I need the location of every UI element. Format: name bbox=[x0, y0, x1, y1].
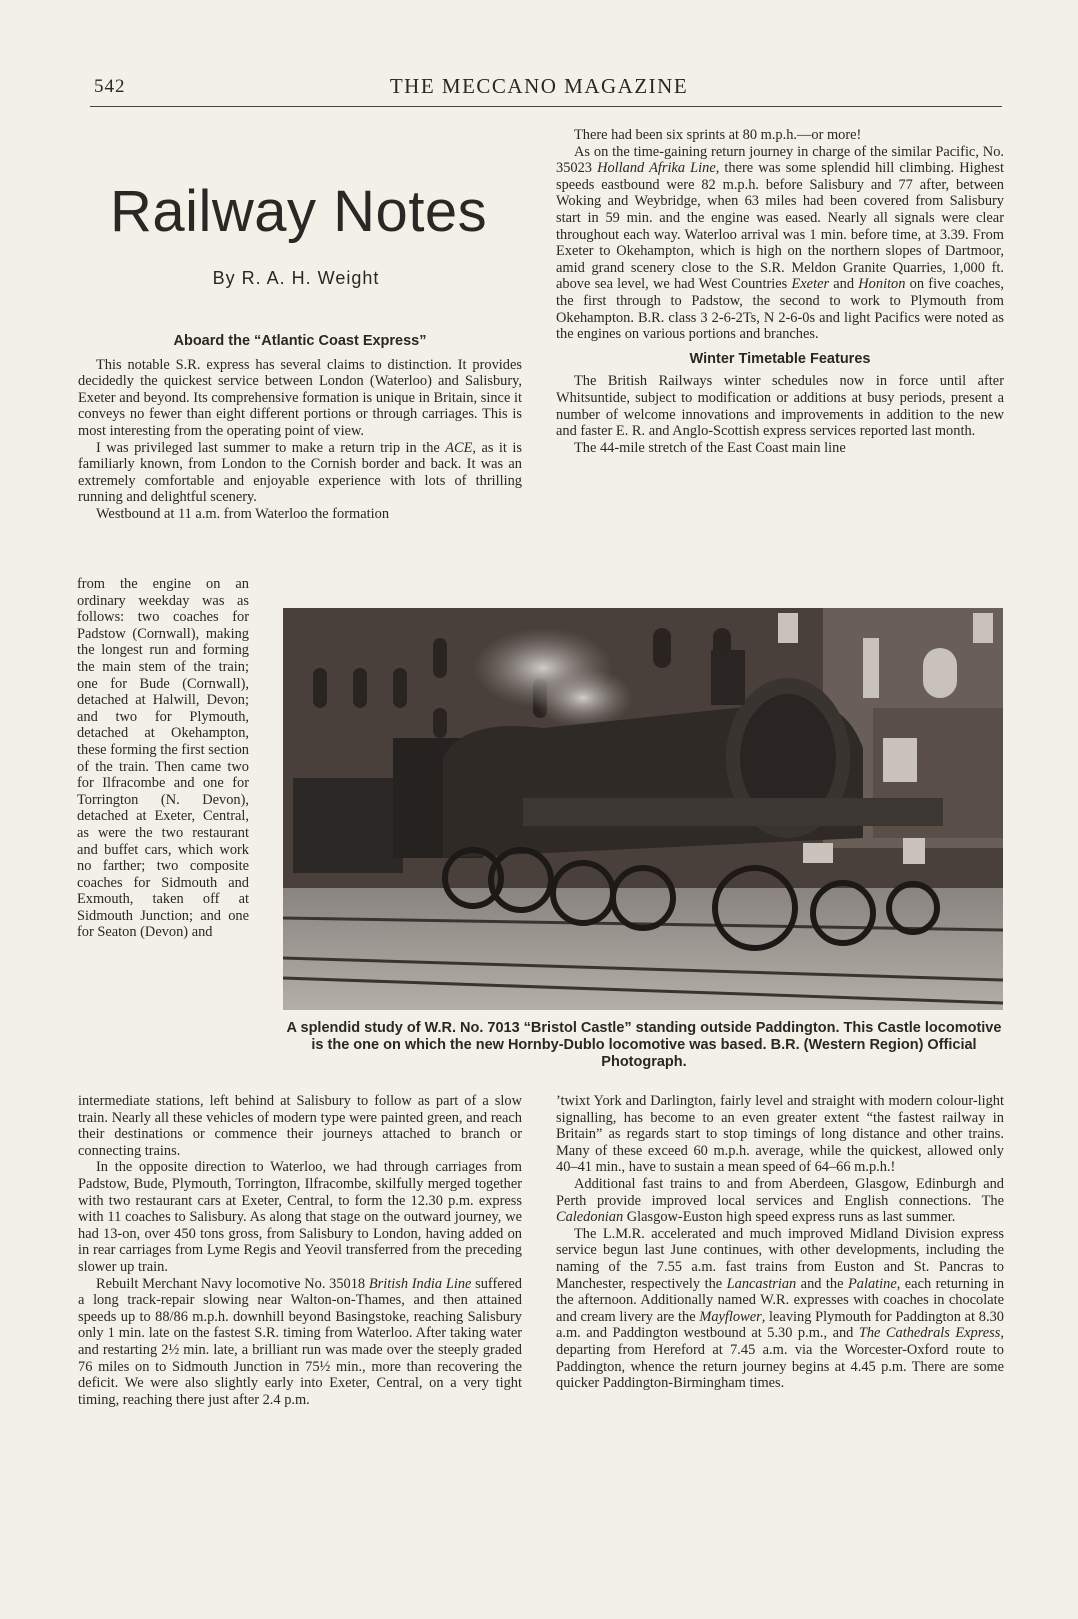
left-column-bottom bbox=[78, 1093, 522, 1408]
subhead-winter-timetable: Winter Timetable Features bbox=[689, 350, 871, 367]
bristol-castle-locomotive-image bbox=[283, 608, 1003, 1010]
photo-caption: A splendid study of W.R. No. 7013 “Bristol Castle” standing outside Paddington. This Castle locomotive is the one on which the new Hornby-Dublo locomotive was based. B.R. (Western Region) Official Photograph. bbox=[286, 1020, 1002, 1070]
paragraph: Additional fast trains to and from Aberdeen, Glasgow, Edinburgh and Perth provide improved local services and English connections. The Caledonian Glasgow-Euston high speed express runs as last summer. bbox=[556, 1175, 1004, 1226]
paragraph: The 44-mile stretch of the East Coast main line bbox=[574, 439, 846, 456]
paragraph: I was privileged last summer to make a return trip in the ACE, as it is familiarly known, from London to the Cornish border and back. It was an extremely comfortable and enjoyable experience with lots of thrilling running and delightful scenery. bbox=[78, 439, 522, 506]
locomotive-photo bbox=[283, 608, 1003, 1010]
right-column-bottom bbox=[556, 1093, 1004, 1392]
paragraph: Rebuilt Merchant Navy locomotive No. 35018 British India Line suffered a long track-repair slowing near Walton-on-Thames, and then attained speeds up to 88/86 m.p.h. downhill beyond Basingstoke, reaching Salisbury only 1 min. late on the fastest S.R. timing from Waterloo. After taking water and restarting 2½ min. late, a brilliant run was made over the steeply graded 76 miles on to Sidmouth Junction in 75½ min., more than recovering the deficit. We were also slightly early into Exeter, Central, on a very tight timing, reaching there just after 2.4 p.m. bbox=[78, 1275, 522, 1408]
header-rule bbox=[90, 106, 1002, 107]
article-byline: By R. A. H. Weight bbox=[212, 268, 380, 288]
paragraph: This notable S.R. express has several claims to distinction. It provides decidedly the quickest service between London (Waterloo) and Salisbury, Exeter and beyond. Its comprehensive formation is unique in Britain, since it conveys no fewer than eight different portions or through carriages. This is most interesting from the operating point of view. bbox=[78, 356, 522, 439]
paragraph: intermediate stations, left behind at Salisbury to follow as part of a slow train. Nearly all these vehicles of modern type were painted green, and reach their destinations or commence their journeys attached to branch or connecting trains. bbox=[78, 1093, 522, 1159]
magazine-title: THE MECCANO MAGAZINE bbox=[389, 74, 689, 98]
paragraph: Westbound at 11 a.m. from Waterloo the formation bbox=[96, 505, 390, 522]
narrow-text-beside-photo: from the engine on an ordinary weekday was as follows: two coaches for Padstow (Cornwall), making the longest run and forming the main stem of the train; one for Bude (Cornwall), detached at Halwill, Devon; and two for Plymouth, detached at Okehampton, these forming the first section of the train. Then came two for Ilfracombe and one for Torrington (N. Devon), detached at Exeter, Central, as were the two restaurant and buffet cars, which work no farther; two composite coaches for Sidmouth and Exmouth, taken off at Sidmouth Junction; and one for Seaton (Devon) and bbox=[77, 576, 249, 941]
subhead-atlantic-coast-express: Aboard the “Atlantic Coast Express” bbox=[173, 333, 427, 349]
article-title: Railway Notes bbox=[110, 179, 488, 244]
paragraph: As on the time-gaining return journey in charge of the similar Pacific, No. 35023 Holland Afrika Line, there was some splendid hill climbing. Highest speeds eastbound were 82 m.p.h. before Salisbury and 77 after, between Woking and Weybridge, when 63 miles had been covered from Salisbury start in 59 min. and the engine was eased. Nearly all signals were clear throughout each way. Waterloo arrival was 1 min. before time, at 3.39. From Exeter to Okehampton, which is high on the northern slopes of Dartmoor, amid grand scenery close to the S.R. Meldon Granite Quarries, 1,000 ft. above sea level, we had West Countries Exeter and Honiton on five coaches, the first through to Padstow, the second to work to Plymouth from Okehampton. B.R. class 3 2-6-2Ts, N 2-6-0s and light Pacifics were noted as the engines on various portions and branches. bbox=[556, 143, 1005, 343]
page-number: 542 bbox=[94, 76, 126, 97]
paragraph: The L.M.R. accelerated and much improved Midland Division express service begun last June continues, with other developments, including the naming of the 7.55 a.m. fast trains from Euston and St. Pancras to Manchester, respectively the Lancastrian and the Palatine, each returning in the afternoon. Additionally named W.R. expresses with coaches in chocolate and cream livery are the Mayflower, leaving Plymouth for Paddington at 8.30 a.m. and Paddington westbound at 5.30 p.m., and The Cathedrals Express, departing from Hereford at 7.45 a.m. via the Worcester-Oxford route to Paddington, whence the return journey begins at 4.45 p.m. There are some quicker Paddington-Birmingham times. bbox=[556, 1225, 1005, 1392]
paragraph: There had been six sprints at 80 m.p.h.—or more! bbox=[574, 127, 862, 143]
paragraph: ’twixt York and Darlington, fairly level and straight with modern colour-light signalling, has become to an even greater extent “the fastest railway in Britain” as regards start to stop timings of long distance and other trains. Many of these exceed 60 m.p.h. average, while the quickest, allowed only 40–41 min., have to sustain a mean speed of 64–66 m.p.h.! bbox=[556, 1093, 1004, 1176]
left-column-top bbox=[78, 333, 522, 523]
right-column-top bbox=[556, 127, 1004, 456]
paragraph: The British Railways winter schedules now in force until after Whitsuntide, subject to modification or additions at busy periods, present a number of welcome innovations and improvements in addition to the new and faster E. R. and Anglo-Scottish express services reported last month. bbox=[556, 373, 1004, 440]
paragraph: In the opposite direction to Waterloo, we had through carriages from Padstow, Bude, Plymouth, Torrington, Ilfracombe, skilfully merged together with two restaurant cars at Exeter, Central, to form the 12.30 p.m. express with 11 coaches to Salisbury. As along that stage on the outward journey, we had 13-on, over 450 tons gross, from Salisbury to London, having added on in rear carriages from Lyme Regis and Yeovil transferred from the preceding slower up train. bbox=[78, 1159, 522, 1275]
